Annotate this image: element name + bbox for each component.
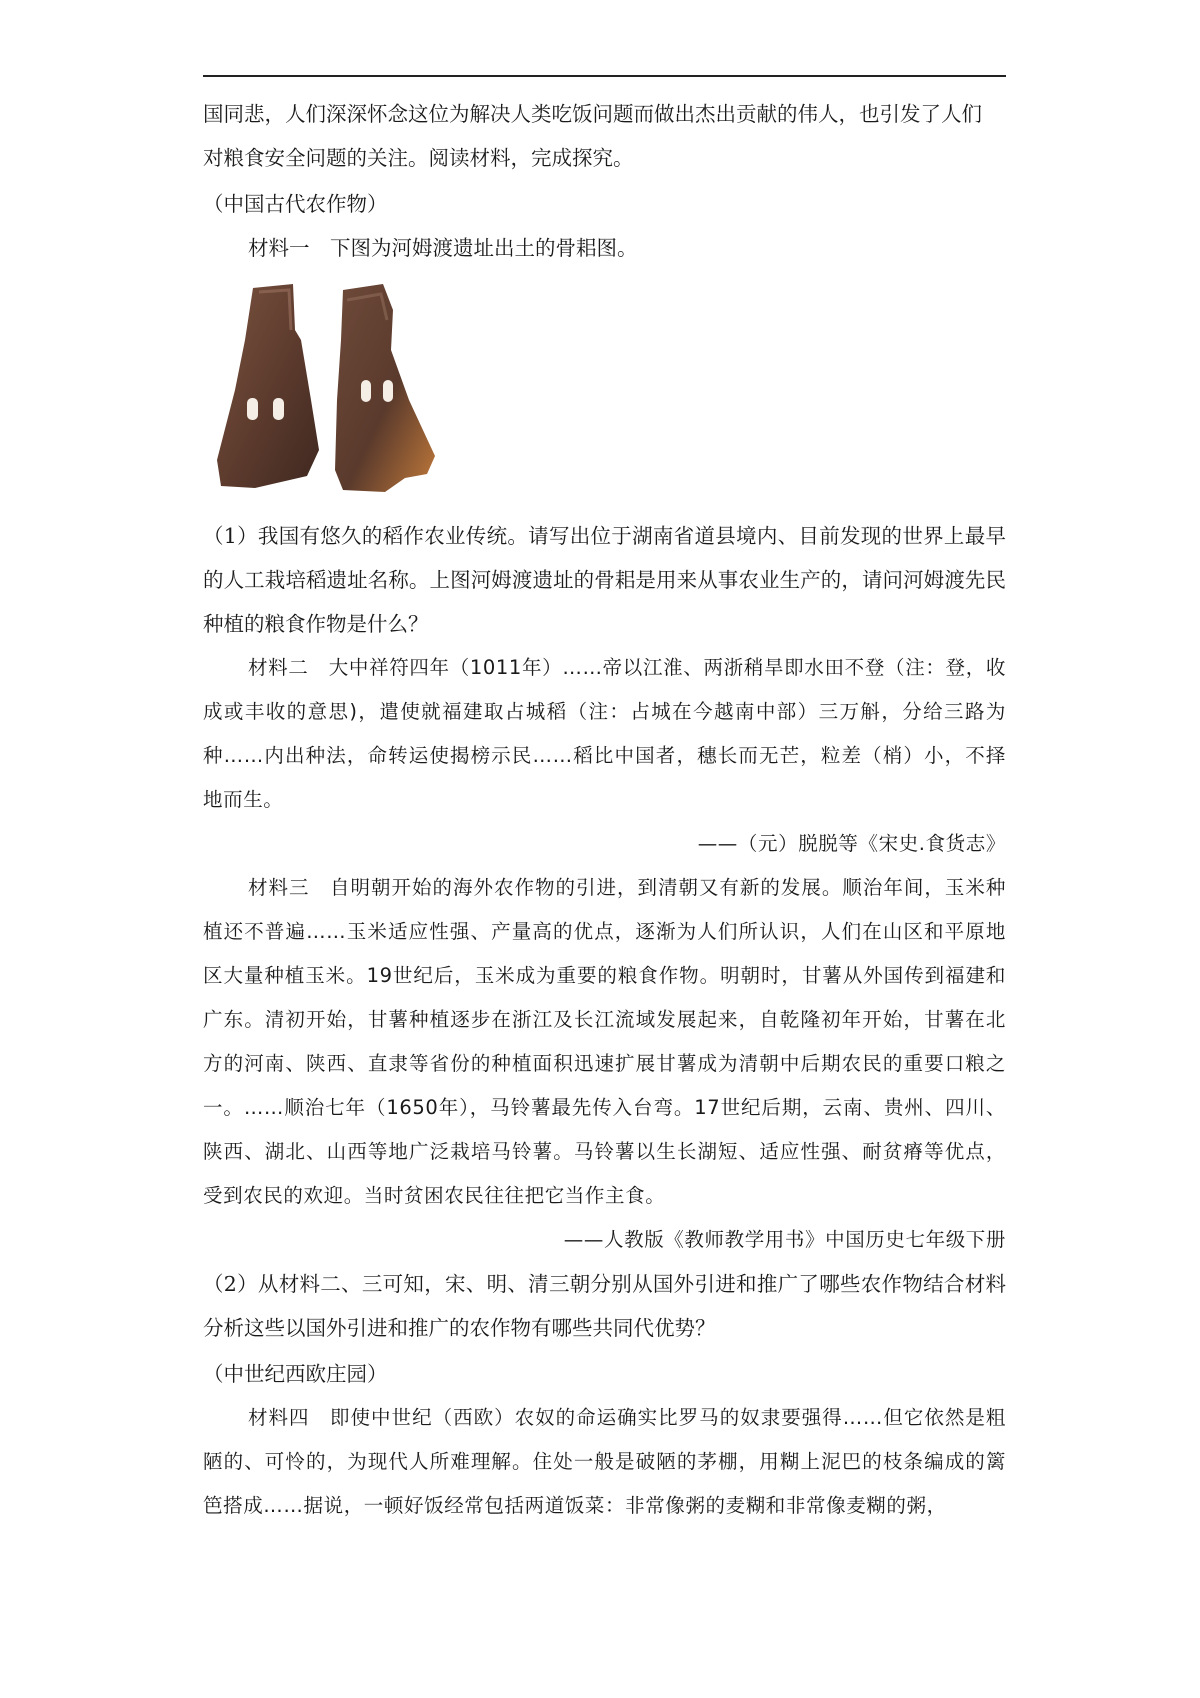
- document-body: [203, 92, 1006, 1528]
- right-bone-spade: [335, 284, 435, 492]
- material-1: 材料一 下图为河姆渡遗址出土的骨耜图。: [248, 236, 638, 260]
- question-2: （2）从材料二、三可知，宋、明、清三朝分别从国外引进和推广了哪些农作物结合材料分析这些以国外引进和推广的农作物有哪些共同代优势？: [203, 1272, 1006, 1340]
- intro-line-1: 国同悲，人们深深怀念这位为解决人类吃饭问题而做出杰出贡献的伟人，也引发了人们: [203, 102, 982, 126]
- bone-spade-figure: [203, 278, 1006, 508]
- material-3-source: ——人教版《教师教学用书》中国历史七年级下册: [563, 1228, 1006, 1251]
- left-bone-spade: [217, 284, 319, 488]
- intro-line-2: 对粮食安全问题的关注。阅读材料，完成探究。: [203, 146, 634, 170]
- question-1: （1）我国有悠久的稻作农业传统。请写出位于湖南省道县境内、目前发现的世界上最早的人工栽培稻遗址名称。上图河姆渡遗址的骨耜是用来从事农业生产的，请问河姆渡先民种植的粮食作物是什么？: [203, 524, 1006, 636]
- material-3: 材料三 自明朝开始的海外农作物的引进，到清朝又有新的发展。顺治年间，玉米种植还不普遍……玉米适应性强、产量高的优点，逐渐为人们所认识，人们在山区和平原地区大量种植玉米。19世纪后，玉米成为重要的粮食作物。明朝时，甘薯从外国传到福建和广东。清初开始，甘薯种植逐步在浙江及长江流域发展起来，自乾隆初年开始，甘薯在北方的河南、陕西、直隶等省份的种植面积迅速扩展甘薯成为清朝中后期农民的重要口粮之一。……顺治七年（1650年），马铃薯最先传入台弯。17世纪后期，云南、贵州、四川、陕西、湖北、山西等地广泛栽培马铃薯。马铃薯以生长湖短、适应性强、耐贫瘠等优点，受到农民的欢迎。当时贫困农民往往把它当作主食。: [203, 876, 1006, 1207]
- section-title-medieval-manor: （中世纪西欧庄园）: [203, 1362, 388, 1386]
- material-2-source: ——（元）脱脱等《宋史.食货志》: [697, 832, 1006, 855]
- material-2: 材料二 大中祥符四年（1011年）……帝以江淮、两浙稍旱即水田不登（注：登，收成或丰收的意思)，遣使就福建取占城稻（注：占城在今越南中部）三万斛，分给三路为种……内出种法，命转运使揭榜示民……稻比中国者，穗长而无芒，粒差（梢）小，不择地而生。: [203, 656, 1006, 811]
- material-4: 材料四 即使中世纪（西欧）农奴的命运确实比罗马的奴隶要强得……但它依然是粗陋的、可怜的，为现代人所难理解。住处一般是破陋的茅棚，用糊上泥巴的枝条编成的篱笆搭成……据说，一顿好饭经常包括两道饭菜：非常像粥的麦糊和非常像麦糊的粥，: [203, 1406, 1006, 1517]
- bone-spade-image: [215, 280, 445, 502]
- section-title-ancient-crops: （中国古代农作物）: [203, 192, 388, 216]
- header-rule: [203, 75, 1006, 77]
